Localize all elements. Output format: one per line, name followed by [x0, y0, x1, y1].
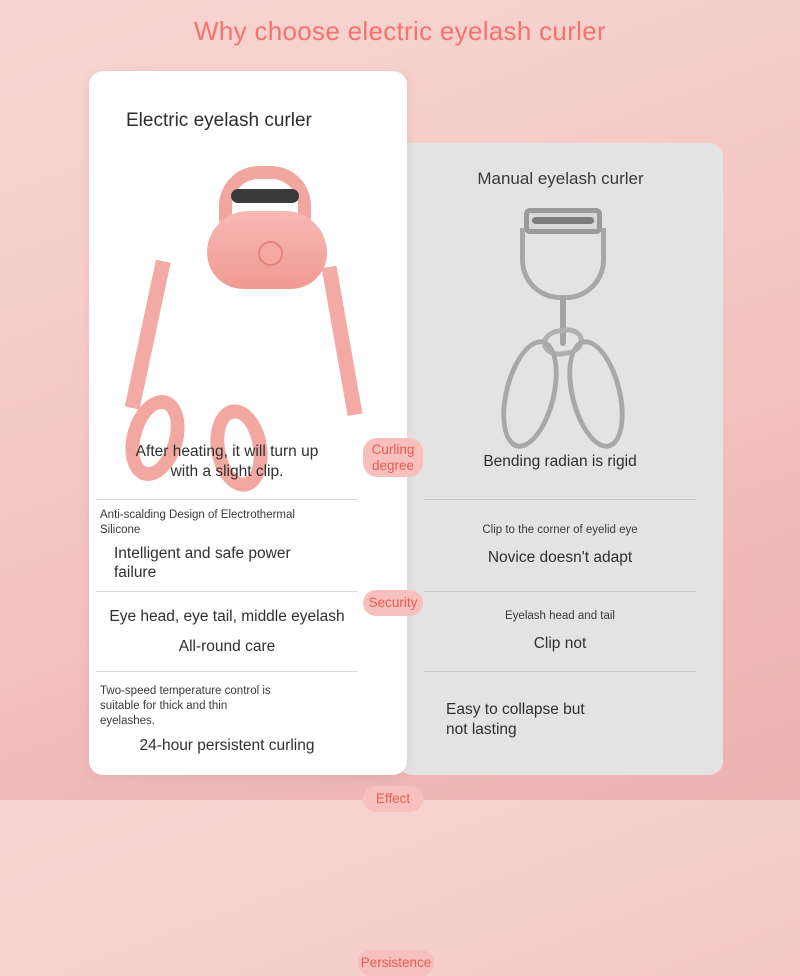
row-left-line: with a slight clip. — [170, 462, 284, 480]
row-label-badge: Effect — [363, 786, 423, 812]
row-label-badge: Curling degree — [363, 438, 423, 477]
row-left-cell — [96, 592, 358, 672]
row-left-cell — [96, 500, 358, 592]
comparison-row — [0, 424, 800, 512]
row-left-line: Anti-scalding Design of Electrothermal — [100, 508, 295, 521]
electric-panel-heading: Electric eyelash curler — [126, 110, 312, 131]
row-right-line: Bending radian is rigid — [483, 452, 637, 470]
row-right-line: Clip to the corner of eyelid eye — [482, 524, 638, 537]
row-right-cell — [424, 672, 696, 768]
row-left-cell — [96, 672, 358, 768]
row-right-line: Easy to collapse but — [446, 701, 585, 719]
row-right-line: Clip not — [533, 635, 587, 653]
row-left-line: Silicone — [100, 523, 141, 536]
row-label-badge: Persistence — [358, 950, 434, 976]
row-right-cell — [424, 500, 696, 592]
row-left-cell — [96, 424, 358, 500]
row-left-line: All-round care — [178, 637, 276, 655]
row-right-line: not lasting — [446, 721, 517, 738]
row-left-line: 24-hour persistent curling — [139, 737, 315, 755]
page-title: Why choose electric eyelash curler — [194, 16, 606, 46]
comparison-table — [0, 424, 800, 971]
row-right-line: Eyelash head and tail — [505, 610, 615, 623]
comparison-row — [0, 500, 800, 611]
manual-panel-heading: Manual eyelash curler — [477, 169, 644, 188]
row-left-line: Intelligent and safe power — [114, 544, 291, 562]
row-left-line: Eye head, eye tail, middle eyelash — [109, 607, 345, 625]
row-right-cell — [424, 424, 696, 500]
row-left-line: suitable for thick and thin — [100, 699, 228, 712]
row-label-badge: Security — [363, 590, 423, 616]
row-left-line: Two-speed temperature control is — [100, 684, 271, 697]
row-left-line: failure — [114, 564, 157, 582]
row-right-cell — [424, 592, 696, 672]
row-right-line: Novice doesn't adapt — [487, 549, 633, 567]
row-left-line: After heating, it will turn up — [135, 442, 319, 460]
row-left-line: eyelashes. — [100, 714, 155, 727]
